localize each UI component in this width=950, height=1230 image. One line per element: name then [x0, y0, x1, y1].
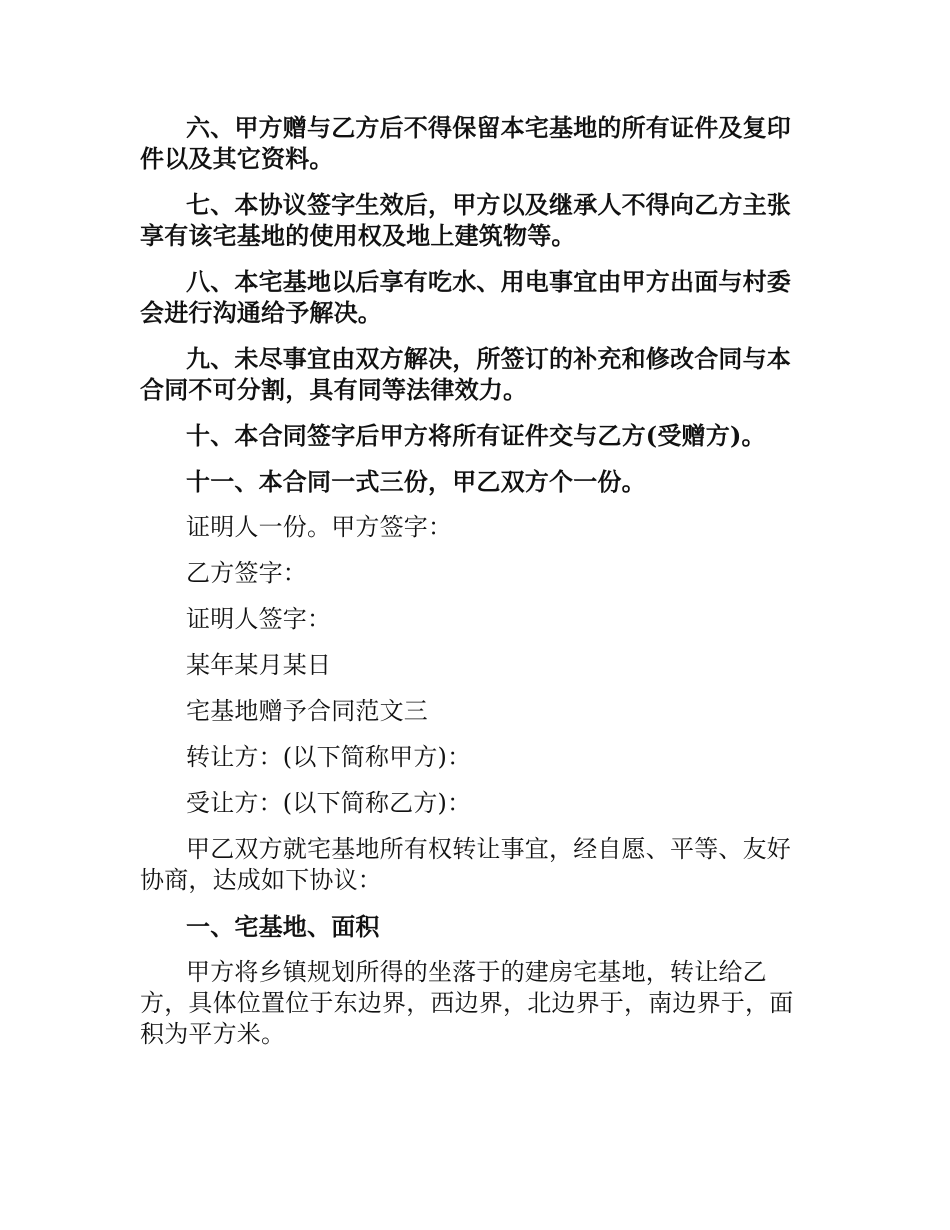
witness-signature-line: 证明人签字： — [186, 605, 332, 633]
date-line: 某年某月某日 — [186, 651, 332, 679]
clause-7-paragraph: 七、本协议签字生效后，甲方以及继承人不得向乙方主张享有该宅基地的使用权及地上建筑物等。 — [140, 190, 791, 250]
party-b-signature-line: 乙方签字： — [186, 559, 307, 587]
clause-8-paragraph: 八、本宅基地以后享有吃水、用电事宜由甲方出面与村委会进行沟通给予解决。 — [140, 267, 791, 327]
agreement-intro-paragraph: 甲乙双方就宅基地所有权转让事宜，经自愿、平等、友好协商，达成如下协议： — [140, 835, 791, 894]
clause-11-paragraph: 十一、本合同一式三份，甲乙双方个一份。 — [186, 467, 646, 496]
witness-party-a-signature-line: 证明人一份。甲方签字： — [186, 513, 453, 541]
transferee-line: 受让方：(以下简称乙方)： — [186, 789, 472, 817]
section-title: 宅基地赠予合同范文三 — [186, 697, 428, 725]
clause-9-paragraph: 九、未尽事宜由双方解决，所签订的补充和修改合同与本合同不可分割，具有同等法律效力。 — [140, 344, 791, 404]
document-body — [140, 112, 812, 1065]
location-area-paragraph: 甲方将乡镇规划所得的坐落于的建房宅基地，转让给乙方，具体位置位于东边界，西边界，北边界于，南边界于，面积为平方米。 — [140, 958, 794, 1048]
transferor-line: 转让方：(以下简称甲方)： — [186, 743, 472, 771]
clause-10-paragraph: 十、本合同签字后甲方将所有证件交与乙方(受赠方)。 — [186, 421, 766, 450]
section-heading-1: 一、宅基地、面积 — [186, 912, 380, 941]
clause-6-paragraph: 六、甲方赠与乙方后不得保留本宅基地的所有证件及复印件以及其它资料。 — [140, 113, 791, 173]
